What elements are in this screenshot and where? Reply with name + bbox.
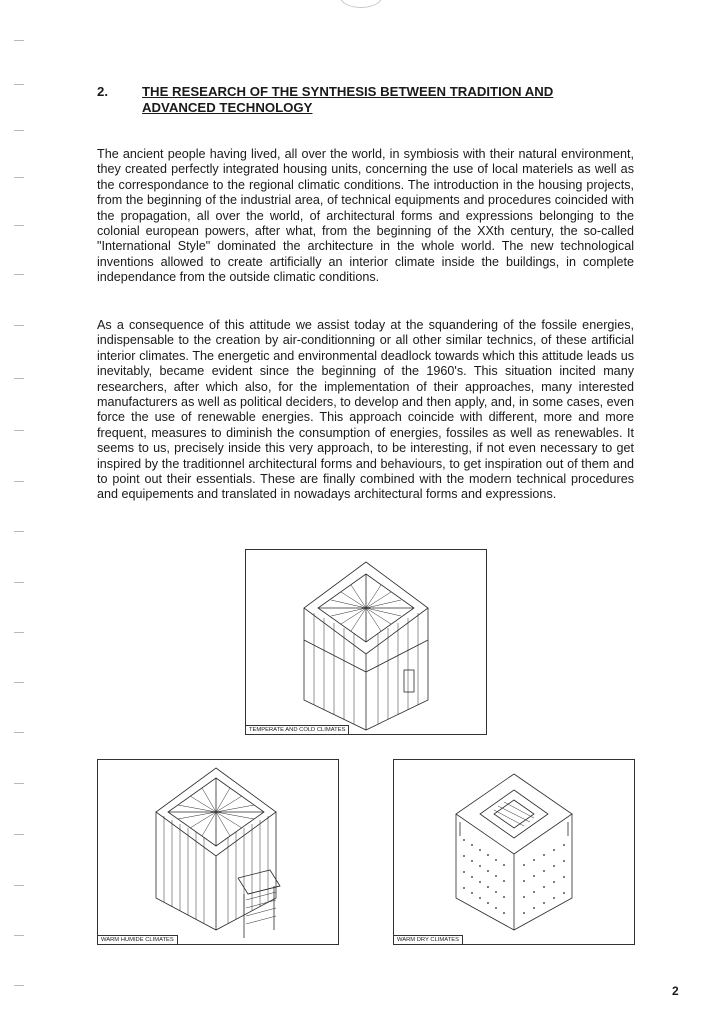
warm-dry-house-drawing — [394, 760, 634, 944]
paragraph-1: The ancient people having lived, all over the world, in symbiosis with their natural environment, they created perfectly integrated housing units, concerning the use of local materiels as well as the correspondance to the regional climatic conditions. The introduction in the housing projects, from the beginning of the industrial area, of technical equipments and procedures coincided with the propagation, all over the world, of architectural forms and expressions belonging to the colonial european powers, after what, from the beginning of the XXth century, the so-called "International Style" dominated the architecture in the whole world. The new technological inventions allowed to create artificially an interior climate inside the buildings, in complete independance from the outside climatic conditions. — [97, 147, 634, 285]
binder-tick — [14, 430, 24, 431]
figure-caption: WARM DRY CLIMATES — [394, 935, 463, 944]
binder-tick — [14, 531, 24, 532]
binder-tick — [14, 582, 24, 583]
binder-tick — [14, 682, 24, 683]
binder-tick — [14, 225, 24, 226]
binder-margin — [0, 0, 40, 1023]
binder-tick — [14, 783, 24, 784]
section-number: 2. — [97, 84, 108, 99]
binder-tick — [14, 834, 24, 835]
binder-tick — [14, 632, 24, 633]
figure-caption: TEMPERATE AND COLD CLIMATES — [246, 725, 349, 734]
binder-tick — [14, 481, 24, 482]
binder-tick — [14, 325, 24, 326]
paragraph-2: As a consequence of this attitude we assist today at the squandering of the fossile energies, indispensable to the creation by air-conditionning or all other similar technics, of these artificial interior climates. The energetic and environmental deadlock towards which this attitude leads us inevitably, became evident since the beginning of the 1960's. This situation incited many researchers, after which also, for the implementation of their approaches, many interested manufacturers as well as political deciders, to develop and then apply, and, in some cases, even force the use of renewable energies. This approach coincide with different, more and more frequent, measures to diminish the consumption of energies, fossiles as well as renewables. It seems to us, precisely inside this very approach, to be interesting, if not even necessary to get inspired by the traditionnel architectural forms and behaviours, to get inspiration out of them and to point out their essentials. These are finally combined with the modern technical procedures and equipements and translated in nowadays architectural forms and expressions. — [97, 318, 634, 502]
binder-tick — [14, 935, 24, 936]
scan-mark — [340, 0, 382, 8]
binder-tick — [14, 885, 24, 886]
section-title: THE RESEARCH OF THE SYNTHESIS BETWEEN TRADITION AND ADVANCED TECHNOLOGY — [142, 84, 554, 115]
binder-tick — [14, 274, 24, 275]
binder-tick — [14, 732, 24, 733]
temperate-house-drawing — [246, 550, 486, 734]
page-number: 2 — [672, 984, 679, 998]
binder-tick — [14, 40, 24, 41]
binder-tick — [14, 177, 24, 178]
figure-warm-dry — [393, 759, 635, 945]
figure-caption: WARM HUMIDE CLIMATES — [98, 935, 178, 944]
warm-humid-house-drawing — [98, 760, 338, 944]
figure-warm-humid — [97, 759, 339, 945]
binder-tick — [14, 130, 24, 131]
figure-temperate-cold — [245, 549, 487, 735]
binder-tick — [14, 84, 24, 85]
binder-tick — [14, 985, 24, 986]
binder-tick — [14, 378, 24, 379]
